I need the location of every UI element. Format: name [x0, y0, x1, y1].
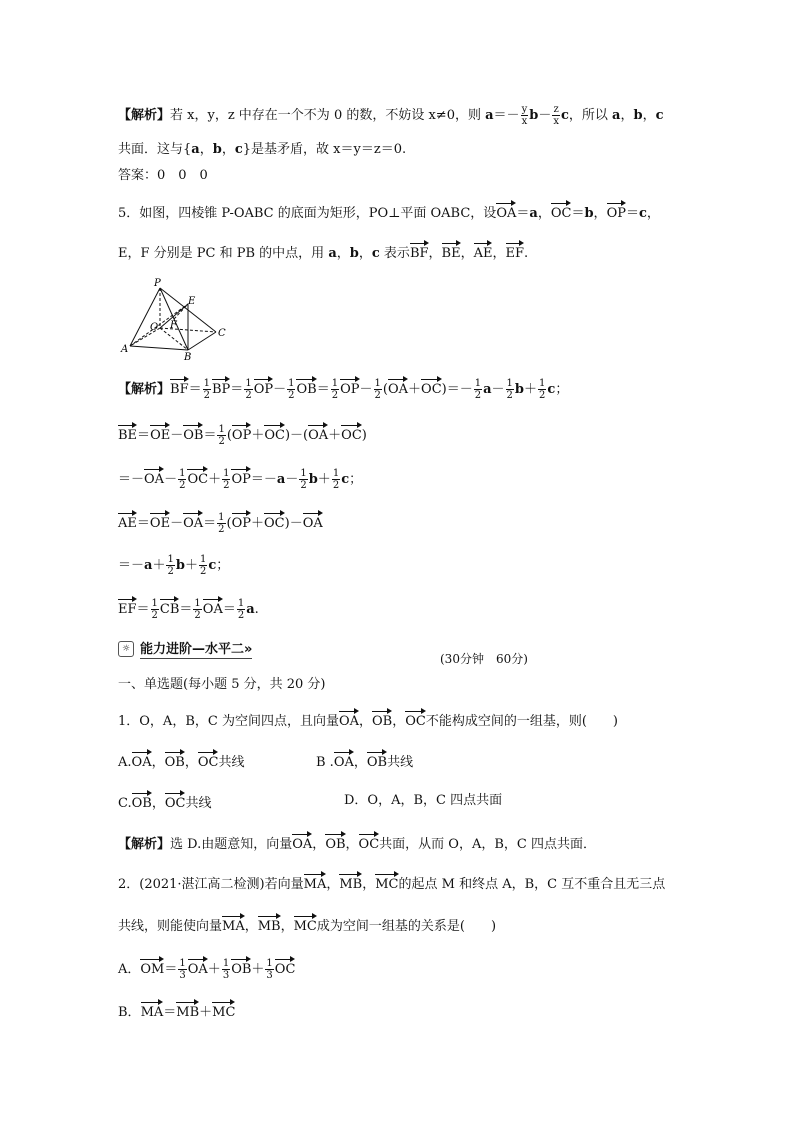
mq1-option-a[interactable]: A.OA，OB，OC共线: [118, 751, 244, 772]
mq1-option-c[interactable]: C.OB，OC共线: [118, 792, 211, 813]
vector-oc: OC: [551, 202, 572, 223]
solution-label: 【解析】: [118, 108, 171, 123]
mq2-option-a[interactable]: A．OM＝ $\frac{1}{3}$ OA＋ $\frac{1}{3}$ OB＋ $\frac{1}{3}$ OC: [118, 958, 296, 981]
edge-bc: [188, 332, 216, 350]
fraction-y-over-x: $\frac{y}{x}$: [521, 104, 528, 127]
solution5-row5: ＝－a＋ $\frac{1}{2}$ b＋ $\frac{1}{2}$ c；: [118, 554, 230, 577]
solution4-line2: 共面．这与{a，b，c}是基矛盾，故 x＝y＝z＝0.: [118, 142, 407, 157]
solution5-row1: 【解析】BF＝ $\frac{1}{2}$ BP＝ $\frac{1}{2}$ OP－ $\frac{1}{2}$ OB＝ $\frac{1}{2}$ OP－ $\frac{1}{2}$ (OA＋OC)＝－ $\frac{1}{2}$ a－ $\frac{1}{2}$ b＋ $\frac{1}{2}$ c；: [118, 378, 569, 401]
solution5-row4: AE＝OE－OA＝ $\frac{1}{2}$ (OP＋OC)－OA: [118, 512, 323, 535]
question5-line2: E，F 分别是 PC 和 PB 的中点，用 a，b，c 表示BF，BE，AE，EF.: [118, 242, 528, 263]
mq1-option-b[interactable]: B .OA，OB共线: [316, 751, 413, 772]
mq2-stem-line1: 2．(2021·湛江高二检测)若向量MA，MB，MC的起点 M 和终点 A，B，C 互不重合且无三点: [118, 873, 665, 894]
answer-line: 答案：0 0 0: [118, 168, 208, 183]
vector-op: OP: [607, 202, 626, 223]
label-b: B: [184, 352, 192, 360]
label-c: C: [218, 328, 226, 339]
edge-ab: [130, 346, 188, 350]
label-a: A: [121, 344, 129, 355]
pyramid-figure: [118, 276, 230, 360]
label-e: E: [188, 296, 196, 307]
edge-fe: [174, 304, 188, 319]
label-f: F: [170, 320, 177, 331]
solution4-line1: 【解析】若 x，y，z 中存在一个不为 0 的数，不妨设 x≠0，则 a＝－ $\frac{y}{x}$ b－ $\frac{z}{x}$ c，所以 a，b，c: [118, 104, 664, 127]
mq1-solution: 【解析】选 D.由题意知，向量OA，OB，OC共面，从而 O，A，B，C 四点共面．: [118, 833, 596, 854]
question5-line1: 5．如图，四棱锥 P-OABC 的底面为矩形，PO⊥平面 OABC，设OA＝a，OC＝b，OP＝c，: [118, 202, 660, 223]
part-heading: 一、单选题(每小题 5 分，共 20 分): [118, 677, 326, 692]
lightbulb-icon: ☼: [118, 641, 134, 657]
fraction-z-over-x: $\frac{z}{x}$: [553, 104, 559, 127]
mq2-option-b[interactable]: B．MA＝MB＋MC: [118, 1001, 235, 1022]
mq2-stem-line2: 共线，则能使向量MA，MB，MC成为空间一组基的关系是( ): [118, 915, 496, 936]
vector-oa: OA: [496, 202, 516, 223]
section-time: (30分钟 60分): [440, 652, 528, 666]
mq1-option-d[interactable]: D．O，A，B，C 四点共面: [344, 793, 503, 808]
edge-ob: [160, 328, 188, 350]
edge-ae-dash: [130, 304, 188, 346]
label-o: O: [150, 322, 159, 333]
mq1-stem: 1．O，A，B，C 为空间四点，且向量OA，OB，OC不能构成空间的一组基，则( ): [118, 710, 618, 731]
section-header: [118, 638, 252, 659]
solution5-row6: EF＝ $\frac{1}{2}$ CB＝ $\frac{1}{2}$ OA＝ $\frac{1}{2}$ a.: [118, 598, 259, 621]
section-title: 能力进阶—水平二»: [140, 638, 252, 659]
solution5-row2: BE＝OE－OB＝ $\frac{1}{2}$ (OP＋OC)－(OA＋OC): [118, 424, 367, 447]
solution5-row3: ＝－OA－ $\frac{1}{2}$ OC＋ $\frac{1}{2}$ OP＝－a－ $\frac{1}{2}$ b＋ $\frac{1}{2}$ c；: [118, 468, 363, 491]
label-p: P: [154, 278, 161, 289]
